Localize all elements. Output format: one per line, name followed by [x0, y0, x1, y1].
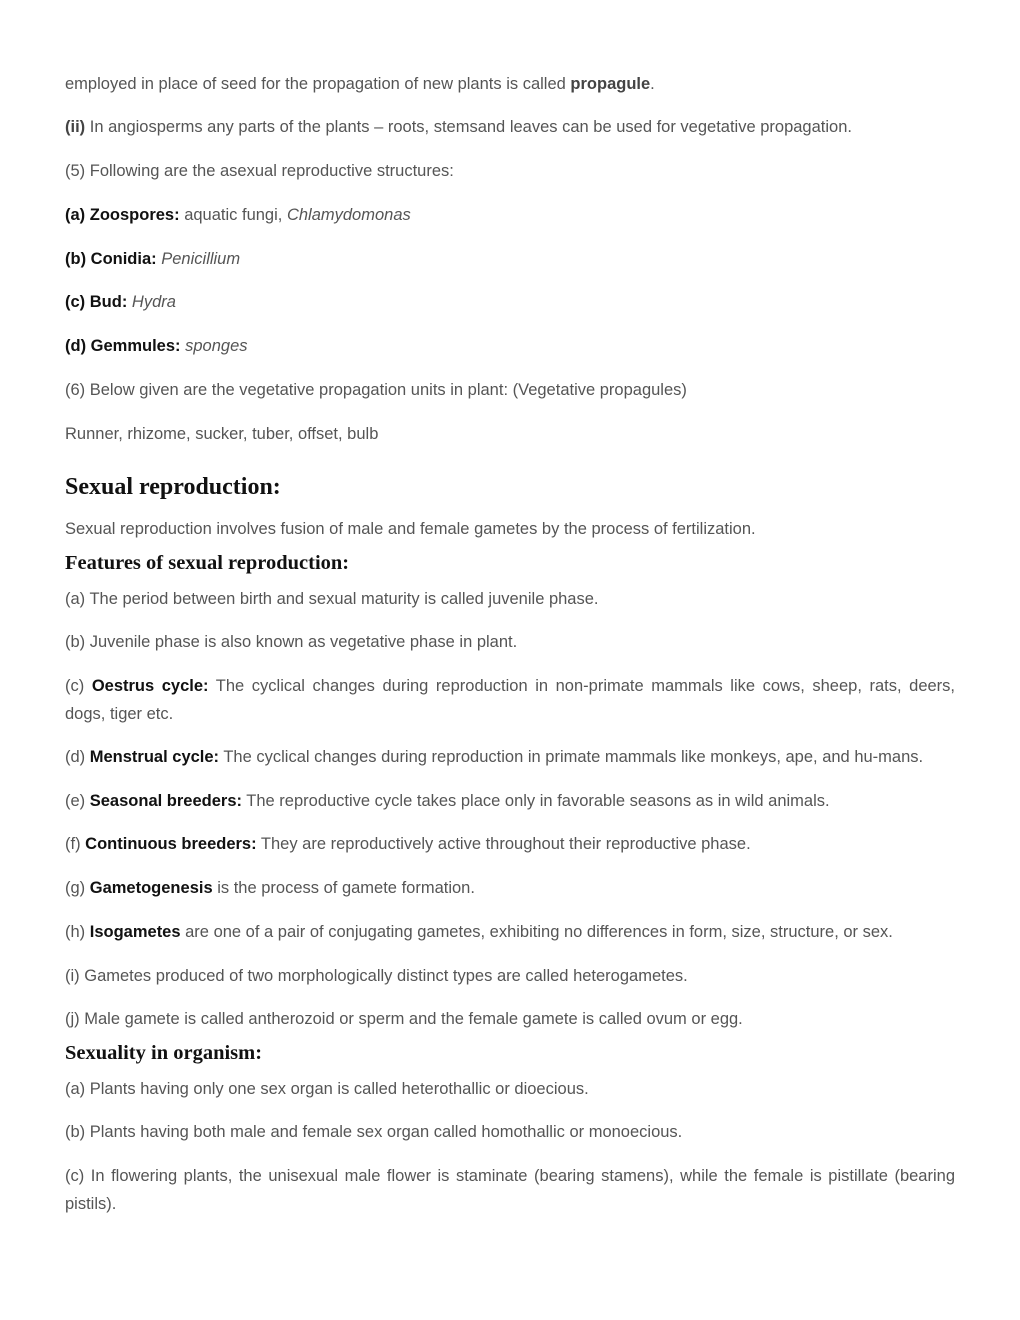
bud-item: (c) Bud: Hydra [65, 293, 176, 311]
feature-f-continuous-breeders: (f) Continuous breeders: They are reproductively active throughout their reproductive phase. [65, 835, 751, 853]
sexuality-item-b: (b) Plants having both male and female sex organ called homothallic or monoecious. [65, 1123, 683, 1141]
feature-j-gametes: (j) Male gamete is called antherozoid or sperm and the female gamete is called ovum or egg. [65, 1010, 743, 1028]
feature-d-menstrual-cycle: (d) Menstrual cycle: The cyclical changes during reproduction in primate mammals like monkeys, ape, and hu-mans. [65, 748, 924, 766]
sexuality-title: Sexuality in organism: [65, 1042, 263, 1064]
intro-line-propagule: employed in place of seed for the propagation of new plants is called propagule. [65, 75, 655, 93]
features-title: Features of sexual reproduction: [65, 552, 350, 574]
feature-c-oestrus-cycle: (c) Oestrus cycle: The cyclical changes during reproduction in non-primate mammals like cows, sheep, rats, deers, dogs, tiger etc. [65, 677, 956, 723]
feature-e-seasonal-breeders: (e) Seasonal breeders: The reproductive cycle takes place only in favorable seasons as in wild animals. [65, 792, 830, 810]
sexuality-item-a: (a) Plants having only one sex organ is called heterothallic or dioecious. [65, 1080, 589, 1098]
intro-line-angiosperms: (ii) In angiosperms any parts of the plants – roots, stemsand leaves can be used for vegetative propagation. [65, 118, 852, 136]
conidia-item: (b) Conidia: Penicillium [65, 250, 241, 268]
intro-line-asexual-structures: (5) Following are the asexual reproductive structures: [65, 162, 454, 180]
feature-a: (a) The period between birth and sexual maturity is called juvenile phase. [65, 590, 599, 608]
feature-b: (b) Juvenile phase is also known as vegetative phase in plant. [65, 633, 518, 651]
feature-i-heterogametes: (i) Gametes produced of two morphologically distinct types are called heterogametes. [65, 967, 688, 985]
feature-g-gametogenesis: (g) Gametogenesis is the process of gamete formation. [65, 879, 475, 897]
feature-h-isogametes: (h) Isogametes are one of a pair of conjugating gametes, exhibiting no differences in form, size, structure, or sex. [65, 923, 893, 941]
vegetative-units-list: Runner, rhizome, sucker, tuber, offset, bulb [65, 425, 379, 443]
sexual-reproduction-title: Sexual reproduction: [65, 474, 281, 500]
zoospores-item: (a) Zoospores: aquatic fungi, Chlamydomonas [65, 206, 411, 224]
gemmules-item: (d) Gemmules: sponges [65, 337, 248, 355]
sexual-reproduction-desc: Sexual reproduction involves fusion of male and female gametes by the process of fertilization. [65, 520, 756, 538]
document-page [65, 70, 955, 1218]
vegetative-propagation-heading: (6) Below given are the vegetative propagation units in plant: (Vegetative propagules) [65, 381, 687, 399]
sexuality-item-c: (c) In flowering plants, the unisexual male flower is staminate (bearing stamens), while the female is pistillate (bearing pistils). [65, 1167, 955, 1213]
